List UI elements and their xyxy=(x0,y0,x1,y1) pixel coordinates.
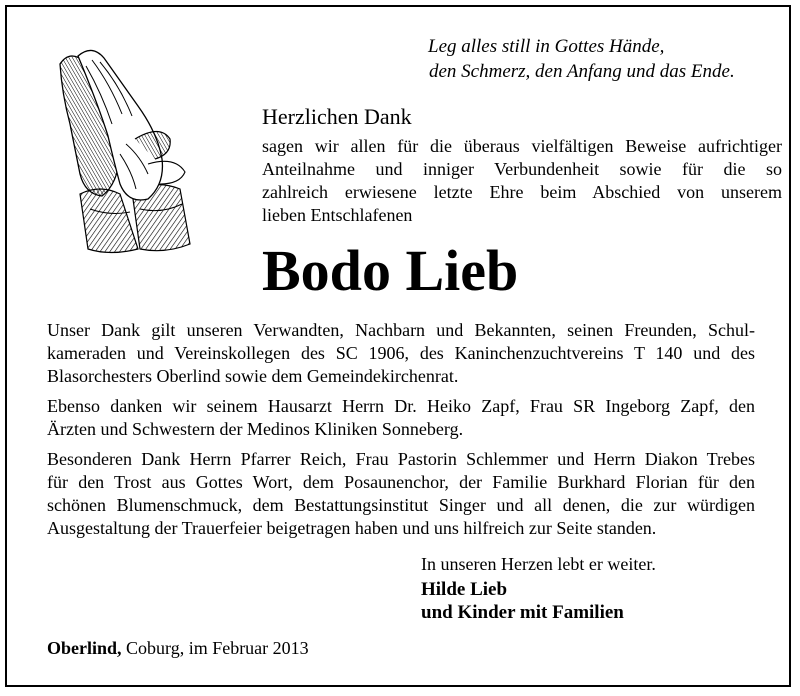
thanks-intro-line: lieben Entschlafenen xyxy=(262,205,413,225)
paragraph-line: kameraden und Vereinskollegen des SC 1906, des Kaninchenzuchtvereins T 140 und des xyxy=(47,343,755,363)
motto-line-2: den Schmerz, den Anfang und das Ende. xyxy=(429,61,735,82)
paragraph-line: Ärzten und Schwestern der Medinos Kliniken Sonneberg. xyxy=(47,419,464,439)
motto-quote xyxy=(428,34,768,84)
body-text xyxy=(47,319,755,547)
deceased-name: Bodo Lieb xyxy=(262,238,519,303)
paragraph-line: Unser Dank gilt unseren Verwandten, Nachbarn und Bekannten, seinen Freunden, Schul- xyxy=(47,320,755,340)
motto-line-1: Leg alles still in Gottes Hände, xyxy=(428,36,665,57)
paragraph-line: schönen Blumenschmuck, dem Bestattungsinstitut Singer und all denen, die zur würdigen xyxy=(47,495,755,515)
thanks-heading: Herzlichen Dank xyxy=(262,104,412,129)
thanks-intro-line: zahlreich erwiesene letzte Ehre beim Abschied von unserem xyxy=(262,182,782,202)
place-date xyxy=(47,637,309,660)
place-date-text: Coburg, im Februar 2013 xyxy=(121,638,309,658)
paragraph-line: Besonderen Dank Herrn Pfarrer Reich, Frau Pastorin Schlemmer und Herrn Diakon Trebes xyxy=(47,449,755,469)
signer-family: und Kinder mit Familien xyxy=(421,602,624,623)
thanks-intro-line: sagen wir allen für die überaus vielfältigen Beweise aufrichtiger xyxy=(262,136,782,156)
closing-line: In unseren Herzen lebt er weiter. xyxy=(421,554,656,574)
paragraph-line: Blasorchesters Oberlind sowie dem Gemeindekirchenrat. xyxy=(47,366,459,386)
paragraph-clergy xyxy=(47,448,755,540)
thanks-intro xyxy=(262,135,782,227)
praying-hands-icon xyxy=(40,44,210,256)
place-town: Oberlind, xyxy=(47,638,122,658)
paragraph-line: Ebenso danken wir seinem Hausarzt Herrn Dr. Heiko Zapf, Frau SR Ingeborg Zapf, den xyxy=(47,396,755,416)
paragraph-line: für den Trost aus Gottes Wort, dem Posaunenchor, der Familie Burkhard Florian für den xyxy=(47,472,755,492)
paragraph-doctors xyxy=(47,395,755,441)
thanks-intro-line: Anteilnahme und inniger Verbundenheit sowie für die so xyxy=(262,159,782,179)
signer-name: Hilde Lieb xyxy=(421,579,508,600)
paragraph-relatives xyxy=(47,319,755,388)
paragraph-line: Ausgestaltung der Trauerfeier beigetragen haben und uns hilfreich zur Seite standen. xyxy=(47,518,657,538)
